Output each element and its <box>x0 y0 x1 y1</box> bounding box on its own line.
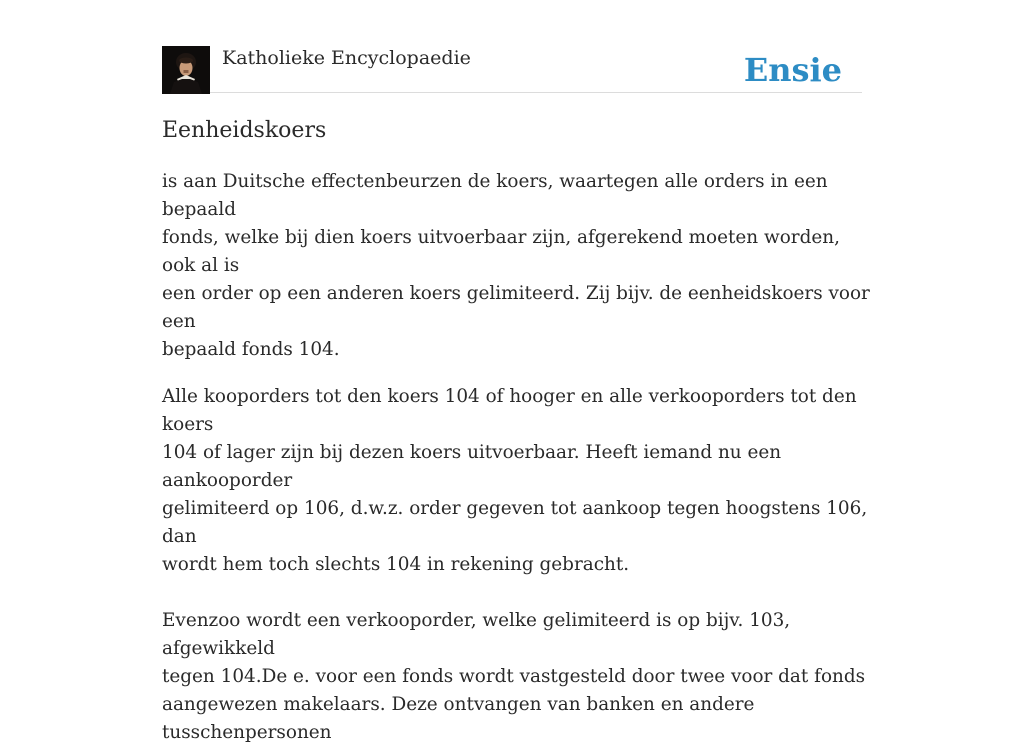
article-paragraph: Alle kooporders tot den koers 104 of hooger en alle verkooporders tot den koers 104 of lager zijn bij dezen koers uitvoerbaar. Heeft iemand nu een aankooporder gelimiteerd op 106, d.w.z. order gegeven tot aankoop tegen hoogstens 106, dan wordt hem toch slechts 104 in rekening gebracht. <box>162 386 868 575</box>
portrait-avatar-icon[interactable] <box>162 46 210 94</box>
portrait-avatar-icon-graphic <box>162 46 210 94</box>
brand-logo[interactable]: Ensie <box>743 51 842 89</box>
article-paragraph: is aan Duitsche effectenbeurzen de koers, waartegen alle orders in een bepaald fonds, welke bij dien koers uitvoerbaar zijn, afgerekend moeten worden, ook al is een order op een anderen koers gelimiteerd. Zij bijv. de eenheidskoers voor een bepaald fonds 104. <box>162 171 870 360</box>
article-body <box>162 168 872 747</box>
source-header <box>162 46 862 93</box>
source-title[interactable]: Katholieke Encyclopaedie <box>222 47 471 69</box>
article-paragraph: Evenzoo wordt een verkooporder, welke gelimiteerd is op bijv. 103, afgewikkeld tegen 104.De e. voor een fonds wordt vastgesteld door twee voor dat fonds aangewezen makelaars. Deze ontvangen van banken en andere tusschenpersonen <box>162 610 866 743</box>
article-title: Eenheidskoers <box>162 118 327 143</box>
